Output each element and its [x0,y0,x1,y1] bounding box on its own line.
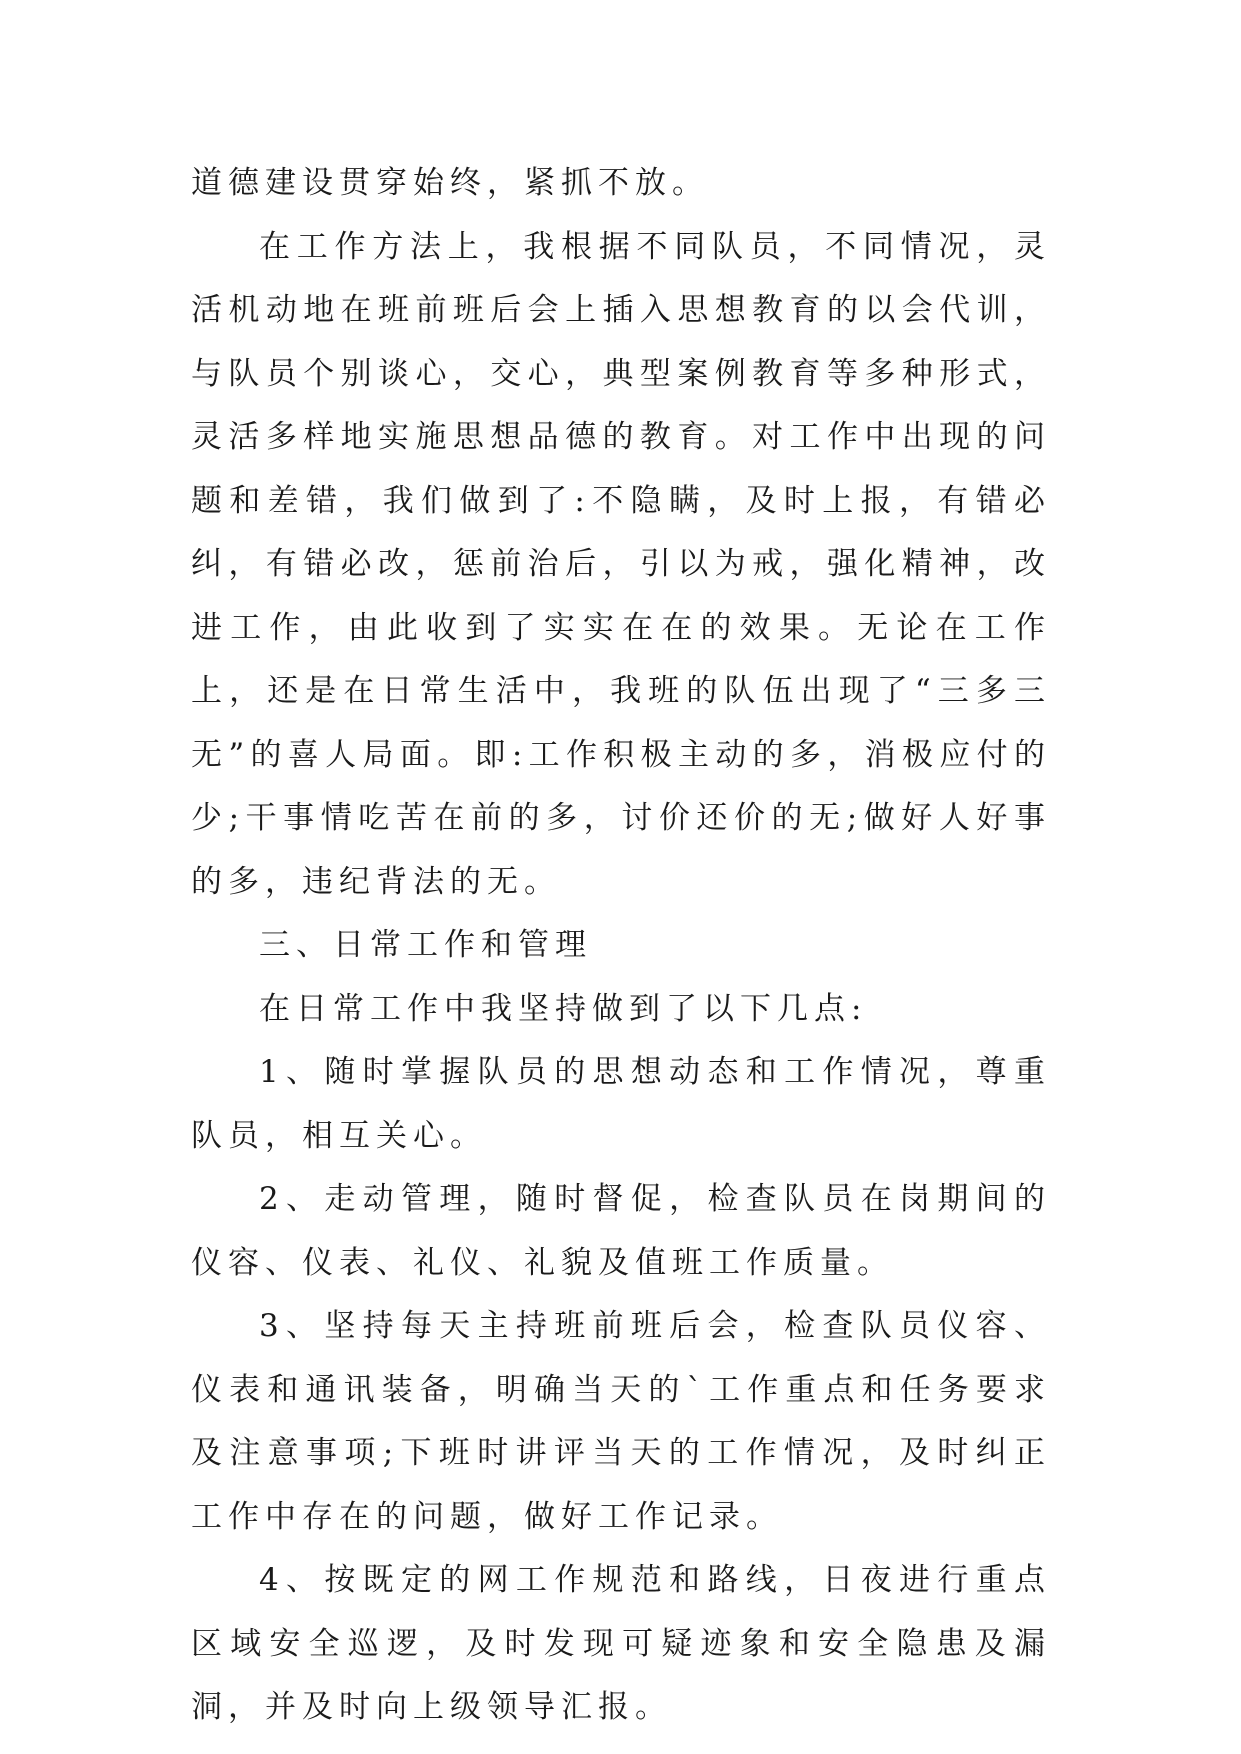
paragraph-2: 在工作方法上，我根据不同队员，不同情况，灵活机动地在班前班后会上插入思想教育的以会代训，与队员个别谈心，交心，典型案例教育等多种形式，灵活多样地实施思想品德的教育。对工作中出现的问题和差错，我们做到了:不隐瞒，及时上报，有错必纠，有错必改，惩前治后，引以为戒，强化精神，改进工作，由此收到了实实在在的效果。无论在工作上，还是在日常生活中，我班的队伍出现了“三多三无”的喜人局面。即:工作积极主动的多，消极应付的少;干事情吃苦在前的多，讨价还价的无;做好人好事的多，违纪背法的无。 [191,228,1051,900]
paragraph-1: 道德建设贯穿始终，紧抓不放。 [191,165,709,201]
list-item-3: 3、坚持每天主持班前班后会，检查队员仪容、仪表和通讯装备，明确当天的`工作重点和任务要求及注意事项;下班时讲评当天的工作情况，及时纠正工作中存在的问题，做好工作记录。 [191,1308,1051,1535]
paragraph-intro: 在日常工作中我坚持做到了以下几点: [259,990,868,1027]
document-body [191,152,1051,1740]
list-item-4: 4、按既定的网工作规范和路线，日夜进行重点区域安全巡逻，及时发现可疑迹象和安全隐患及漏洞，并及时向上级领导汇报。 [191,1562,1051,1725]
list-item-1: 1、随时掌握队员的思想动态和工作情况，尊重队员，相互关心。 [191,1054,1051,1154]
list-item-2: 2、走动管理，随时督促，检查队员在岗期间的仪容、仪表、礼仪、礼貌及值班工作质量。 [191,1181,1051,1281]
section-heading: 三、日常工作和管理 [259,927,592,963]
